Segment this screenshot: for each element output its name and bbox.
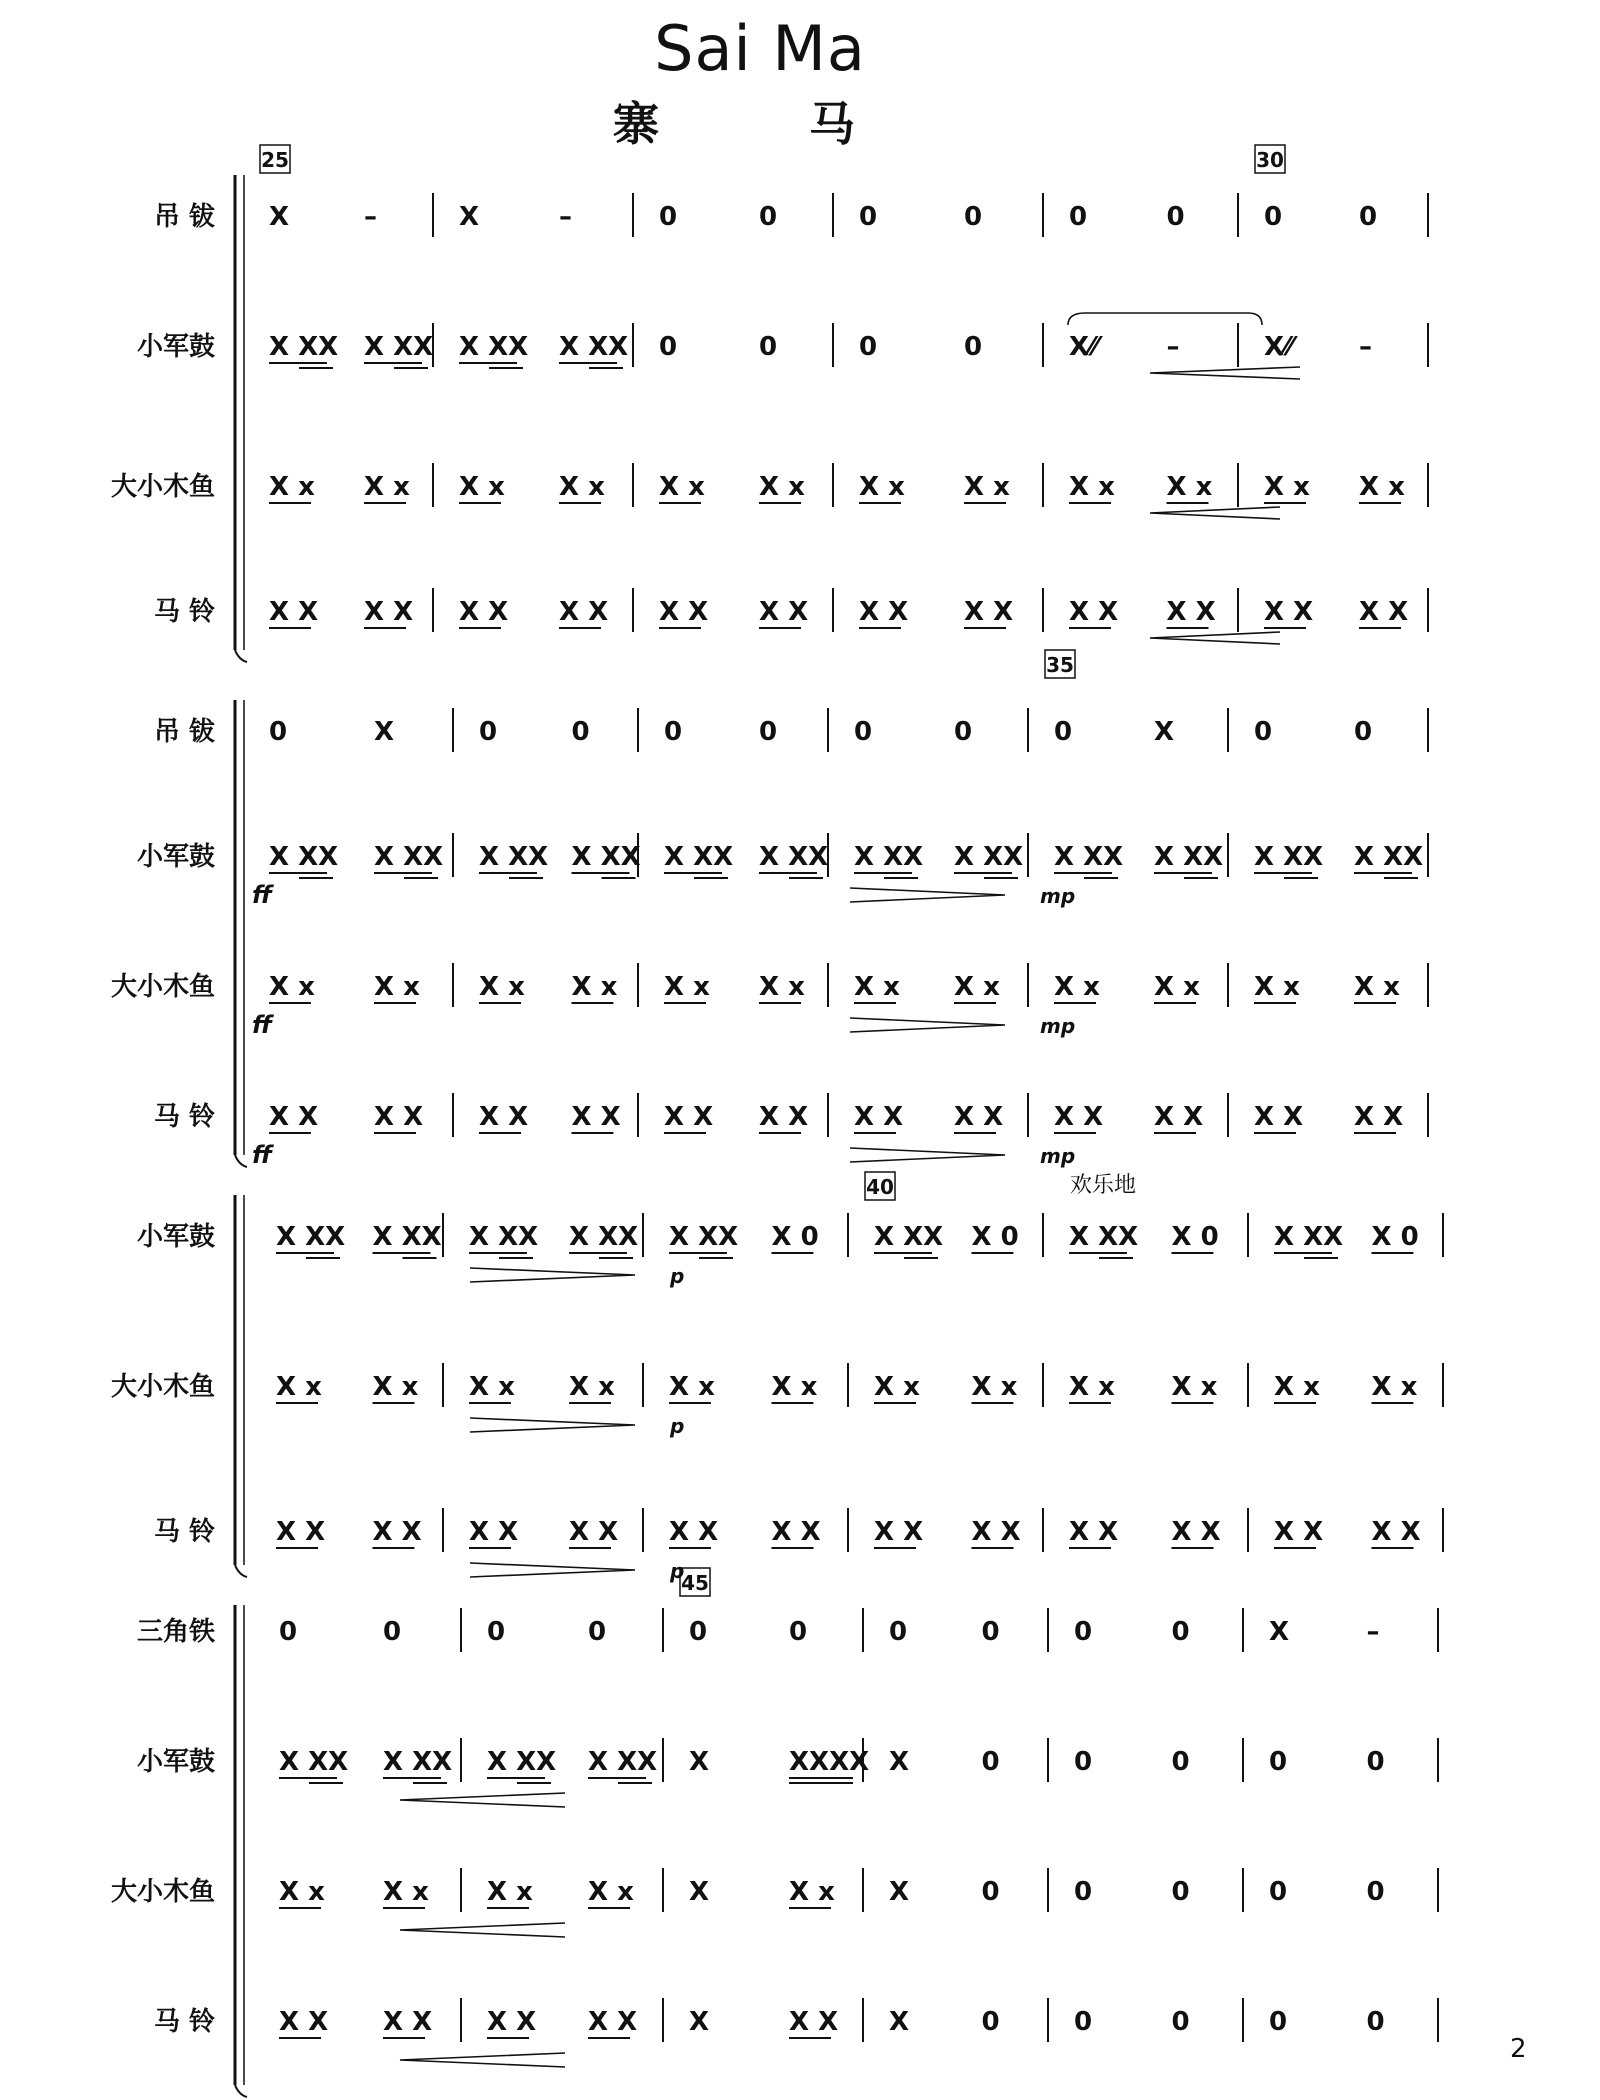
note-group: X XX	[374, 842, 444, 872]
note-group: X X	[874, 1517, 924, 1547]
note-group: X X	[954, 1102, 1004, 1132]
instrument-name: 大小木鱼	[110, 1877, 215, 1907]
crescendo-hairpin	[400, 1923, 565, 1937]
note-group: X XX	[1274, 1222, 1344, 1252]
note-group: 0	[659, 202, 678, 232]
crescendo-hairpin	[1150, 367, 1300, 379]
instrument-name: 马 铃	[153, 597, 215, 627]
note-group: 0	[759, 717, 778, 747]
note-group: 0	[1074, 1877, 1093, 1907]
note-group: X x	[659, 472, 705, 502]
note-group: X XX	[588, 1747, 658, 1777]
note-group: X x	[383, 1877, 429, 1907]
note-group: X 0	[771, 1222, 819, 1252]
note-group: X x	[789, 1877, 835, 1907]
note-group: X XX	[954, 842, 1024, 872]
tie-arc	[1068, 313, 1262, 325]
note-group: X X	[1264, 597, 1314, 627]
note-group: 0	[759, 202, 778, 232]
crescendo-hairpin	[400, 2053, 565, 2067]
instrument-name: 吊 钹	[153, 202, 215, 232]
note-group: X X	[659, 597, 709, 627]
note-group: X X	[374, 1102, 424, 1132]
note-group: X X	[759, 597, 809, 627]
decrescendo-hairpin	[850, 1018, 1005, 1032]
crescendo-hairpin	[1150, 507, 1280, 519]
score-subtitle: 寨 马	[613, 97, 907, 151]
note-group: X XX	[276, 1222, 346, 1252]
note-group: X X	[276, 1517, 326, 1547]
note-group: X XX	[854, 842, 924, 872]
note-group: X X	[854, 1102, 904, 1132]
note-group: X	[889, 2007, 910, 2037]
note-group: 0	[964, 202, 983, 232]
note-group: –	[364, 202, 377, 232]
decrescendo-hairpin	[470, 1563, 635, 1577]
note-group: X x	[664, 972, 710, 1002]
note-group: X X	[1054, 1102, 1104, 1132]
note-group: X x	[759, 972, 805, 1002]
note-group: X X	[664, 1102, 714, 1132]
note-group: X X	[1371, 1517, 1421, 1547]
note-group: X XX	[874, 1222, 944, 1252]
score-title: Sai Ma	[654, 12, 866, 85]
note-group: X x	[1354, 972, 1400, 1002]
note-group: X X	[479, 1102, 529, 1132]
note-group: 0	[981, 2007, 1000, 2037]
note-group: X XX	[571, 842, 641, 872]
note-group: X XX	[383, 1747, 453, 1777]
rehearsal-mark: 45	[681, 1571, 709, 1595]
note-group: X X	[269, 1102, 319, 1132]
dynamic-mark: mp	[1040, 1014, 1076, 1038]
note-group: X x	[559, 472, 605, 502]
note-group: X x	[364, 472, 410, 502]
note-group: –	[1366, 1617, 1380, 1647]
note-group: 0	[1054, 717, 1073, 747]
note-group: 0	[859, 332, 878, 362]
note-group: X 0	[971, 1222, 1019, 1252]
note-group: 0	[1269, 2007, 1288, 2037]
rehearsal-mark: 25	[261, 148, 289, 172]
note-group: X X	[759, 1102, 809, 1132]
note-group: X x	[964, 472, 1010, 502]
note-group: X x	[269, 972, 315, 1002]
note-group: X X	[364, 597, 414, 627]
note-group: 0	[889, 1617, 908, 1647]
note-group: X x	[487, 1877, 533, 1907]
note-group: X x	[269, 472, 315, 502]
rehearsal-mark: 40	[866, 1175, 894, 1199]
note-group: X X	[459, 597, 509, 627]
dynamic-mark: p	[670, 1264, 685, 1288]
note-group: X	[889, 1747, 910, 1777]
note-group: X x	[374, 972, 420, 1002]
note-group: X x	[771, 1372, 818, 1402]
note-group: 0	[279, 1617, 298, 1647]
note-group: X x	[1171, 1372, 1218, 1402]
note-group: X X	[279, 2007, 329, 2037]
instrument-name: 小军鼓	[136, 1222, 215, 1252]
note-group: 0	[1171, 1877, 1190, 1907]
note-group: 0	[1366, 1877, 1385, 1907]
note-group: X X	[1359, 597, 1409, 627]
note-group: X X	[469, 1517, 519, 1547]
note-group: 0	[659, 332, 678, 362]
decrescendo-hairpin	[850, 1148, 1005, 1162]
note-group: X X	[971, 1517, 1021, 1547]
dynamic-mark: mp	[1040, 1144, 1076, 1168]
note-group: X x	[588, 1877, 634, 1907]
note-group: X x	[469, 1372, 515, 1402]
note-group: X 0	[1371, 1222, 1419, 1252]
note-group: X X	[571, 1102, 621, 1132]
note-group: X X	[1154, 1102, 1204, 1132]
note-group: X x	[1069, 472, 1115, 502]
dynamic-ff: ff	[252, 881, 272, 909]
note-group: 0	[1074, 1747, 1093, 1777]
note-group: X x	[1154, 972, 1200, 1002]
note-group: X x	[1274, 1372, 1320, 1402]
note-group: X XX	[279, 1747, 349, 1777]
note-group: –	[1166, 332, 1180, 362]
note-group: XXXX	[789, 1747, 870, 1777]
note-group: X XX	[479, 842, 549, 872]
page-number: 2	[1510, 2034, 1527, 2064]
note-group: X X	[964, 597, 1014, 627]
note-group: X x	[759, 472, 805, 502]
dynamic-mark: p	[670, 1414, 685, 1438]
note-group: X x	[279, 1877, 325, 1907]
note-group: X X	[269, 597, 319, 627]
note-group: X X	[669, 1517, 719, 1547]
note-group: X x	[1166, 472, 1213, 502]
note-group: X	[889, 1877, 910, 1907]
note-group: 0	[664, 717, 683, 747]
note-group: 0	[759, 332, 778, 362]
note-group: 0	[1166, 202, 1185, 232]
instrument-name: 马 铃	[153, 1102, 215, 1132]
rehearsal-mark: 35	[1046, 653, 1074, 677]
note-group: 0	[588, 1617, 607, 1647]
note-group: X x	[1371, 1372, 1418, 1402]
note-group: 0	[269, 717, 288, 747]
note-group: 0	[1254, 717, 1273, 747]
note-group: 0	[1359, 202, 1378, 232]
note-group: 0	[571, 717, 590, 747]
instrument-name: 大小木鱼	[110, 1372, 215, 1402]
note-group: X x	[971, 1372, 1018, 1402]
note-group: X⁄⁄	[1069, 332, 1098, 362]
note-group: X XX	[569, 1222, 639, 1252]
crescendo-hairpin	[1150, 632, 1280, 644]
note-group: X x	[372, 1372, 419, 1402]
note-group: 0	[383, 1617, 402, 1647]
bracket-hook	[235, 1565, 247, 1577]
note-group: X XX	[1354, 842, 1424, 872]
crescendo-hairpin	[400, 1793, 565, 1807]
note-group: X XX	[1069, 1222, 1139, 1252]
note-group: X X	[1274, 1517, 1324, 1547]
instrument-name: 吊 钹	[153, 717, 215, 747]
note-group: X XX	[469, 1222, 539, 1252]
note-group: 0	[1366, 1747, 1385, 1777]
note-group: X X	[1354, 1102, 1404, 1132]
instrument-name: 小军鼓	[136, 842, 215, 872]
note-group: X	[1154, 717, 1175, 747]
note-group: X XX	[269, 842, 339, 872]
note-group: X x	[954, 972, 1000, 1002]
note-group: X x	[569, 1372, 615, 1402]
note-group: 0	[954, 717, 973, 747]
note-group: 0	[1366, 2007, 1385, 2037]
note-group: X XX	[372, 1222, 442, 1252]
note-group: X X	[1254, 1102, 1304, 1132]
dynamic-mark: p	[670, 1559, 685, 1583]
note-group: X X	[859, 597, 909, 627]
note-group: X x	[459, 472, 505, 502]
note-group: X X	[383, 2007, 433, 2037]
note-group: X X	[789, 2007, 839, 2037]
note-group: X x	[1359, 472, 1405, 502]
instrument-name: 大小木鱼	[110, 472, 215, 502]
note-group: X⁄⁄	[1264, 332, 1293, 362]
note-group: 0	[1264, 202, 1283, 232]
note-group: X X	[588, 2007, 638, 2037]
note-group: 0	[1269, 1877, 1288, 1907]
note-group: X XX	[664, 842, 734, 872]
note-group: X X	[1166, 597, 1216, 627]
note-group: X x	[874, 1372, 920, 1402]
note-group: X x	[1264, 472, 1310, 502]
note-group: 0	[789, 1617, 808, 1647]
note-group: X X	[569, 1517, 619, 1547]
instrument-name: 小军鼓	[136, 1747, 215, 1777]
note-group: X	[1269, 1617, 1290, 1647]
note-group: X XX	[364, 332, 434, 362]
bracket-hook	[235, 650, 247, 662]
note-group: 0	[1269, 1747, 1288, 1777]
note-group: X X	[771, 1517, 821, 1547]
note-group: X XX	[669, 1222, 739, 1252]
note-group: X X	[1069, 1517, 1119, 1547]
instrument-name: 马 铃	[153, 2007, 215, 2037]
dynamic-ff: ff	[252, 1011, 272, 1039]
note-group: X X	[487, 2007, 537, 2037]
note-group: X XX	[1254, 842, 1324, 872]
note-group: X x	[571, 972, 618, 1002]
decrescendo-hairpin	[850, 888, 1005, 902]
note-group: X	[269, 202, 290, 232]
note-group: X XX	[1154, 842, 1224, 872]
note-group: 0	[1069, 202, 1088, 232]
expression-text: 欢乐地	[1070, 1173, 1137, 1198]
rehearsal-mark: 30	[1256, 148, 1284, 172]
note-group: X X	[1069, 597, 1119, 627]
note-group: 0	[964, 332, 983, 362]
dynamic-ff: ff	[252, 1141, 272, 1169]
instrument-name: 马 铃	[153, 1517, 215, 1547]
instrument-name: 小军鼓	[136, 332, 215, 362]
note-group: 0	[479, 717, 498, 747]
note-group: X x	[854, 972, 900, 1002]
note-group: 0	[1171, 1617, 1190, 1647]
note-group: X	[689, 1747, 710, 1777]
note-group: 0	[981, 1877, 1000, 1907]
note-group: X x	[276, 1372, 322, 1402]
note-group: X XX	[1054, 842, 1124, 872]
note-group: X x	[669, 1372, 715, 1402]
note-group: –	[1359, 332, 1372, 362]
bracket-hook	[235, 2085, 247, 2097]
note-group: X x	[479, 972, 525, 1002]
note-group: 0	[1171, 1747, 1190, 1777]
note-group: X x	[1069, 1372, 1115, 1402]
dynamic-mark: mp	[1040, 884, 1076, 908]
note-group: X	[689, 2007, 710, 2037]
note-group: 0	[981, 1747, 1000, 1777]
note-group: X X	[372, 1517, 422, 1547]
note-group: X XX	[487, 1747, 557, 1777]
note-group: 0	[1171, 2007, 1190, 2037]
decrescendo-hairpin	[470, 1268, 635, 1282]
note-group: –	[559, 202, 572, 232]
note-group: 0	[981, 1617, 1000, 1647]
note-group: X XX	[269, 332, 339, 362]
note-group: X 0	[1171, 1222, 1219, 1252]
note-group: 0	[859, 202, 878, 232]
note-group: 0	[1354, 717, 1373, 747]
instrument-name: 三角铁	[136, 1617, 215, 1647]
note-group: 0	[1074, 1617, 1093, 1647]
note-group: 0	[854, 717, 873, 747]
note-group: X	[689, 1877, 710, 1907]
note-group: X X	[559, 597, 609, 627]
bracket-hook	[235, 1155, 247, 1167]
note-group: X XX	[559, 332, 629, 362]
note-group: 0	[487, 1617, 506, 1647]
note-group: 0	[1074, 2007, 1093, 2037]
instrument-name: 大小木鱼	[110, 972, 215, 1002]
note-group: X XX	[759, 842, 829, 872]
decrescendo-hairpin	[470, 1418, 635, 1432]
note-group: X X	[1171, 1517, 1221, 1547]
note-group: X x	[1054, 972, 1100, 1002]
note-group: X x	[859, 472, 905, 502]
note-group: 0	[689, 1617, 708, 1647]
note-group: X	[459, 202, 480, 232]
note-group: X XX	[459, 332, 529, 362]
note-group: X	[374, 717, 395, 747]
note-group: X x	[1254, 972, 1300, 1002]
